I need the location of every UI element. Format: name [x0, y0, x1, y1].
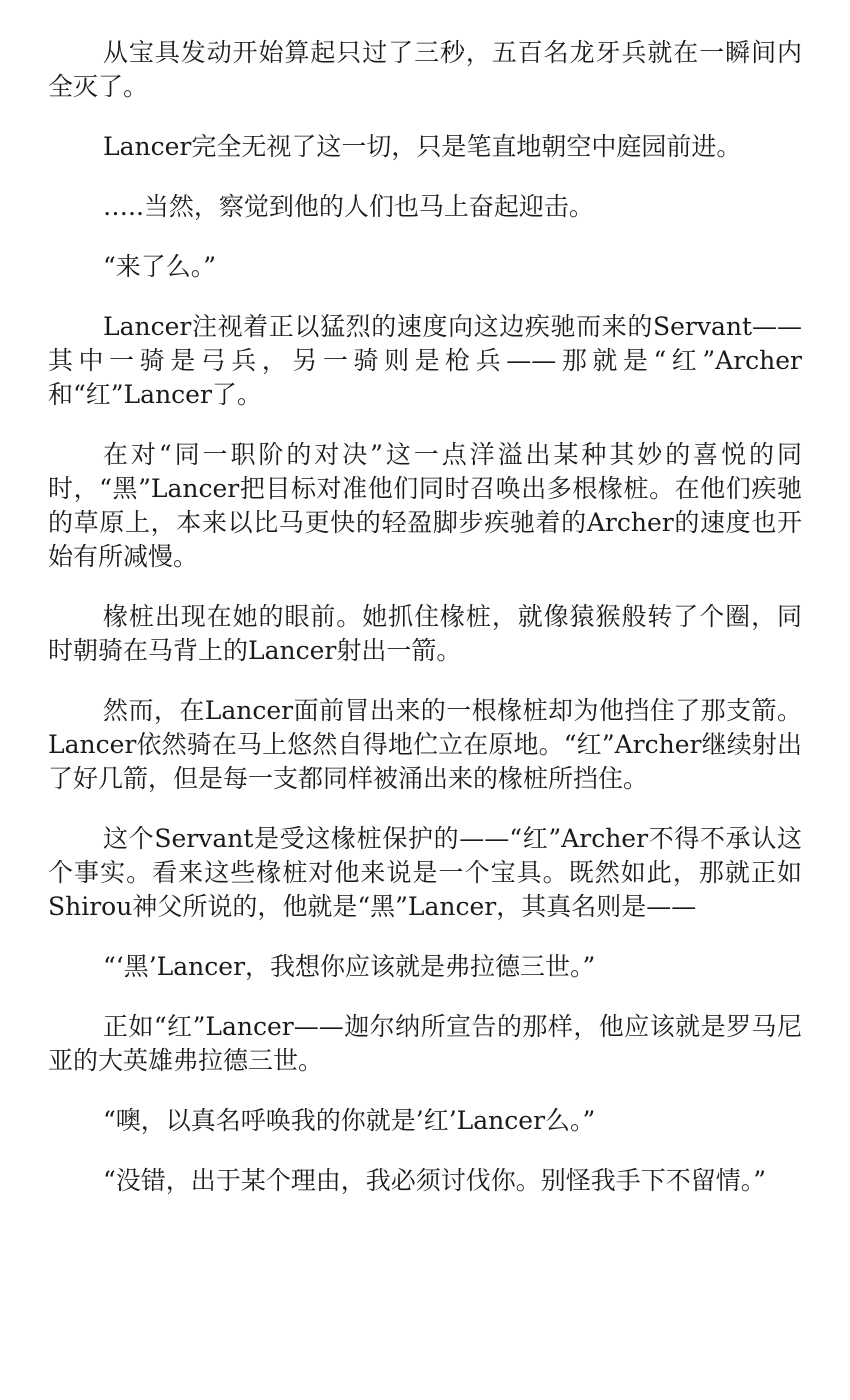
paragraph: 正如“红”Lancer——迦尔纳所宣告的那样，他应该就是罗马尼亚的大英雄弗拉德三世。 — [48, 1012, 802, 1075]
paragraph: 从宝具发动开始算起只过了三秒，五百名龙牙兵就在一瞬间内全灭了。 — [48, 38, 802, 101]
paragraph: 椽桩出现在她的眼前。她抓住椽桩，就像猿猴般转了个圈，同时朝骑在马背上的Lancer射出一箭。 — [48, 602, 802, 665]
paragraph: Lancer注视着正以猛烈的速度向这边疾驰而来的Servant—— 其中一骑是弓兵，另一骑则是枪兵——那就是“红”Archer和“红”Lancer了。 — [48, 312, 802, 409]
paragraph: 然而，在Lancer面前冒出来的一根椽桩却为他挡住了那支箭。 Lancer依然骑在马上悠然自得地伫立在原地。“红”Archer继续射出了好几箭，但是每一支都同样被涌出来的椽桩所挡住。 — [48, 696, 802, 793]
paragraph: …..当然，察觉到他的人们也马上奋起迎击。 — [103, 192, 594, 221]
paragraph: 在对“同一职阶的对决”这一点洋溢出某种其妙的喜悦的同时，“黑”Lancer把目标对准他们同时召唤出多根椽桩。在他们疾驰的草原上，本来以比马更快的轻盈脚步疾驰着的Archer的速度也开始有所减慢。 — [48, 440, 802, 571]
paragraph: “‘黑’Lancer，我想你应该就是弗拉德三世。” — [103, 952, 596, 981]
paragraph: “噢，以真名呼唤我的你就是’红’Lancer么。” — [103, 1106, 596, 1135]
paragraph: “没错，出于某个理由，我必须讨伐你。别怪我手下不留情。” — [103, 1166, 767, 1195]
paragraph: Lancer完全无视了这一切，只是笔直地朝空中庭园前进。 — [103, 132, 742, 161]
paragraph: 这个Servant是受这椽桩保护的——“红”Archer不得不承认这个事实。看来这些椽桩对他来说是一个宝具。既然如此，那就正如Shirou神父所说的，他就是“黑”Lancer，其真名则是—— — [48, 824, 802, 921]
document-page — [48, 36, 802, 1224]
paragraph: “来了么。” — [103, 252, 217, 281]
